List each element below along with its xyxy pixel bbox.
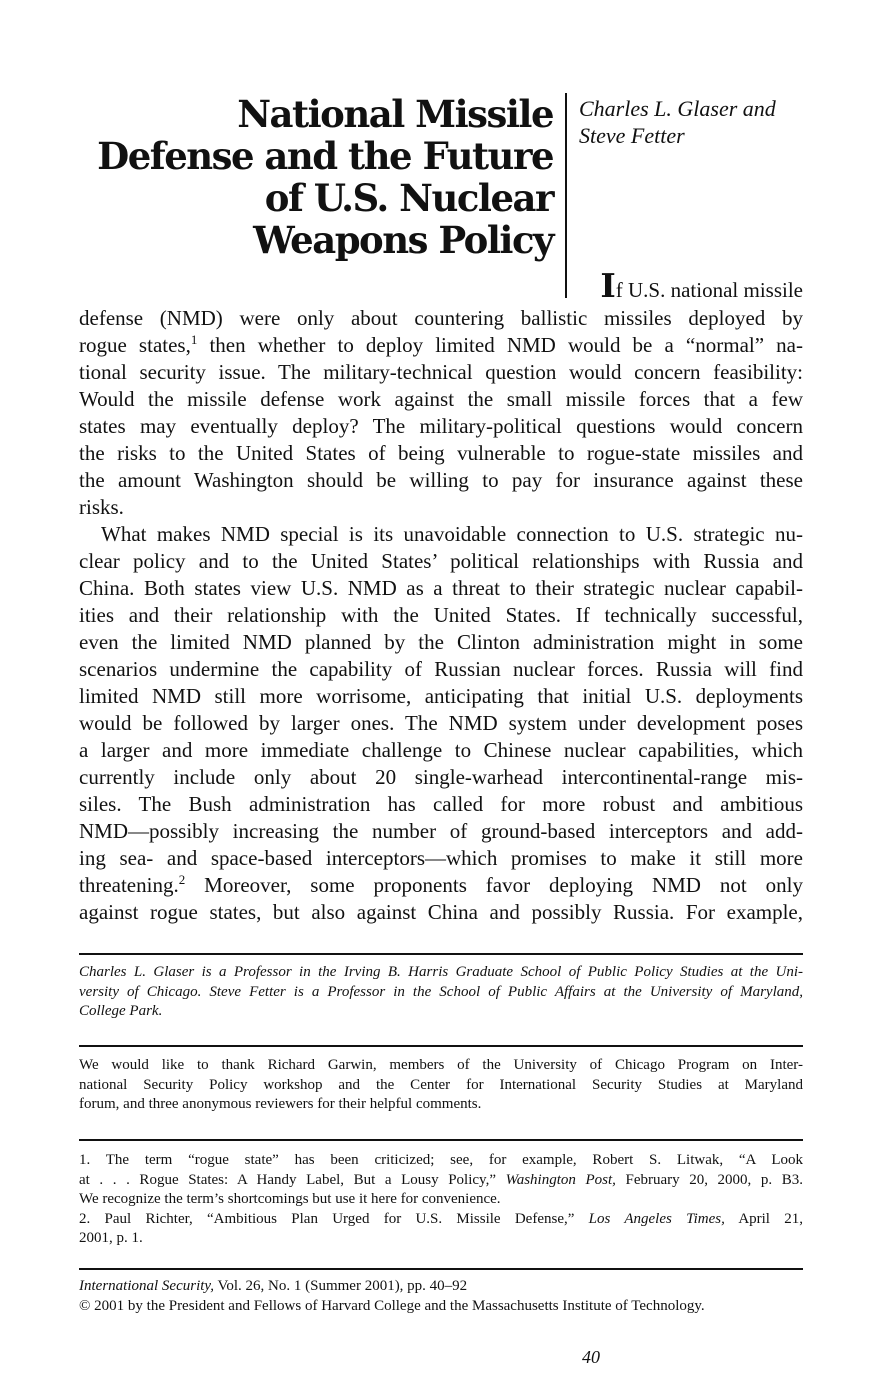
paragraph-line: siles. The Bush administration has called for more robust and ambitious: [79, 792, 803, 816]
text-run: 2. Paul Richter, “Ambitious Plan Urged for U.S. Missile Defense,”: [79, 1210, 589, 1227]
footnote-line: [79, 1171, 803, 1191]
paragraph-line: would be followed by larger ones. The NMD system under development poses: [79, 711, 803, 735]
paragraph-line: scenarios undermine the capability of Russian nuclear forces. Russia will find: [79, 657, 803, 681]
paragraph-line: a larger and more immediate challenge to Chinese nuclear capabilities, which: [79, 738, 803, 762]
note-line: We would like to thank Richard Garwin, members of the University of Chicago Program on Inter-: [79, 1057, 803, 1073]
article-page: [79, 0, 803, 1380]
title-line: Defense and the Future: [97, 134, 553, 178]
footnotes-divider: [79, 1139, 803, 1141]
author-bio-note: [79, 963, 803, 1022]
copyright-line: © 2001 by the President and Fellows of Harvard College and the Massachusetts Institute of Technology.: [79, 1297, 705, 1314]
paragraph-line: Would the missile defense work against the small missile forces that a few: [79, 387, 803, 411]
text-run: April 21,: [724, 1210, 803, 1227]
article-authors: [579, 95, 803, 149]
paragraph-line: against rogue states, but also against China and possibly Russia. For example,: [79, 900, 803, 924]
paragraph-line: [79, 332, 803, 359]
footnote-line: 2001, p. 1.: [79, 1230, 143, 1246]
paragraph-line: even the limited NMD planned by the Clinton administration might in some: [79, 630, 803, 654]
text-run: threatening.: [79, 873, 179, 897]
citation-divider: [79, 1268, 803, 1270]
notes-divider: [79, 1045, 803, 1047]
author-line: Charles L. Glaser and: [579, 96, 776, 121]
text-run: February 20, 2000, p. B3.: [615, 1171, 803, 1188]
paragraph-line: states may eventually deploy? The military-political questions would concern: [79, 414, 803, 438]
title-block: [79, 93, 803, 298]
text-run: Vol. 26, No. 1 (Summer 2001), pp. 40–92: [213, 1278, 468, 1294]
article-title: [79, 93, 553, 261]
author-line: Steve Fetter: [579, 123, 685, 148]
title-line: National Missile: [237, 92, 553, 136]
footnote-ref-1[interactable]: 1: [190, 332, 198, 347]
footnote-line: 1. The term “rogue state” has been criticized; see, for example, Robert S. Litwak, “A Look: [79, 1152, 803, 1168]
paragraph-line: defense (NMD) were only about countering ballistic missiles deployed by: [79, 306, 803, 330]
text-run: then whether to deploy limited NMD would be a “normal” na-: [197, 333, 803, 357]
footnote-line: [79, 1210, 803, 1230]
text-run: Moreover, some proponents favor deploying NMD not only: [185, 873, 803, 897]
citation-line: [79, 1277, 803, 1297]
note-line: forum, and three anonymous reviewers for their helpful comments.: [79, 1096, 482, 1112]
journal-name: International Security,: [79, 1278, 214, 1294]
title-line: Weapons Policy: [253, 218, 553, 262]
page-number: 40: [582, 1347, 600, 1367]
paragraph-line: risks.: [79, 495, 124, 519]
source-title: Los Angeles Times,: [588, 1210, 725, 1227]
text-run: rogue states,: [79, 333, 191, 357]
notes-divider: [79, 953, 803, 955]
paragraph-line: ities and their relationship with the United States. If technically successful,: [79, 603, 803, 627]
text-run: at . . . Rogue States: A Handy Label, But a Lousy Policy,”: [79, 1171, 506, 1188]
note-line: national Security Policy workshop and the Center for International Security Studies at Maryland: [79, 1076, 803, 1093]
paragraph-line: NMD—possibly increasing the number of ground-based interceptors and add-: [79, 819, 803, 843]
title-line: of U.S. Nuclear: [264, 176, 553, 220]
note-line: College Park.: [79, 1003, 163, 1019]
paragraph-line: the risks to the United States of being vulnerable to rogue-state missiles and: [79, 441, 803, 465]
source-title: Washington Post,: [505, 1171, 616, 1188]
footnote-line: We recognize the term’s shortcomings but use it here for convenience.: [79, 1191, 501, 1207]
paragraph-line: currently include only about 20 single-warhead intercontinental-range mis-: [79, 765, 803, 789]
opening-text: f U.S. national missile: [615, 278, 803, 302]
footnote-ref-2[interactable]: 2: [178, 872, 186, 887]
paragraph-line: What makes NMD special is its unavoidable connection to U.S. strategic nu-: [101, 522, 803, 546]
note-line: Charles L. Glaser is a Professor in the Irving B. Harris Graduate School of Public Policy Studies at the Uni-: [79, 964, 803, 980]
paragraph-line: [79, 872, 803, 899]
paragraph-line: China. Both states view U.S. NMD as a threat to their strategic nuclear capabil-: [79, 576, 803, 600]
citation-block: [79, 1277, 803, 1316]
paragraph-line: tional security issue. The military-technical question would concern feasibility:: [79, 360, 803, 384]
drop-cap: I: [600, 266, 616, 305]
title-divider: [565, 93, 567, 298]
acknowledgments-note: [79, 1056, 803, 1115]
body-text: [79, 305, 803, 926]
paragraph-line: clear policy and to the United States’ political relationships with Russia and: [79, 549, 803, 573]
opening-line: [579, 266, 803, 305]
paragraph-line: limited NMD still more worrisome, anticipating that initial U.S. deployments: [79, 684, 803, 708]
paragraph-line: ing sea- and space-based interceptors—which promises to make it still more: [79, 846, 803, 870]
footnotes: [79, 1151, 803, 1249]
paragraph-line: the amount Washington should be willing to pay for insurance against these: [79, 468, 803, 492]
note-line: versity of Chicago. Steve Fetter is a Professor in the School of Public Affairs at the University of Maryland,: [79, 983, 803, 1000]
